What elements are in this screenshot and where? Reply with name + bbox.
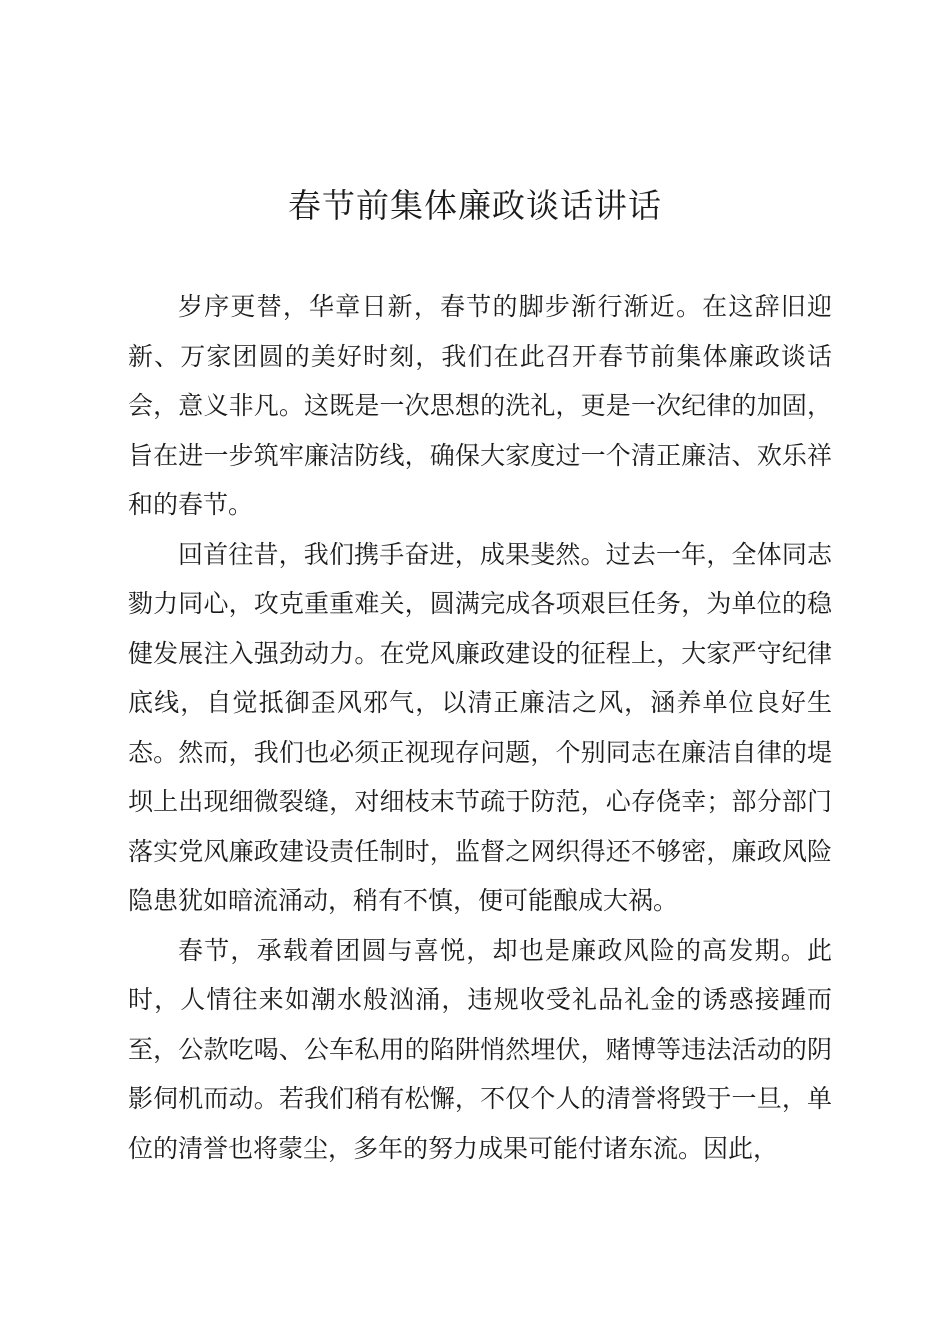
document-title: 春节前集体廉政谈话讲话: [288, 186, 662, 225]
document-body: [128, 282, 832, 1173]
paragraph-3: 春节，承载着团圆与喜悦，却也是廉政风险的高发期。此时，人情往来如潮水般汹涌，违规收受礼品礼金的诱惑接踵而至，公款吃喝、公车私用的陷阱悄然埋伏，赌博等违法活动的阴影伺机而动。若我们稍有松懈，不仅个人的清誉将毁于一旦，单位的清誉也将蒙尘，多年的努力成果可能付诸东流。因此，: [128, 935, 832, 1163]
paragraph-2: 回首往昔，我们携手奋进，成果斐然。过去一年，全体同志勠力同心，攻克重重难关，圆满完成各项艰巨任务，为单位的稳健发展注入强劲动力。在党风廉政建设的征程上，大家严守纪律底线，自觉抵御歪风邪气，以清正廉洁之风，涵养单位良好生态。然而，我们也必须正视现存问题，个别同志在廉洁自律的堤坝上出现细微裂缝，对细枝末节疏于防范，心存侥幸；部分部门落实党风廉政建设责任制时，监督之网织得还不够密，廉政风险隐患犹如暗流涌动，稍有不慎，便可能酿成大祸。: [128, 539, 832, 915]
paragraph-1: 岁序更替，华章日新，春节的脚步渐行渐近。在这辞旧迎新、万家团圆的美好时刻，我们在此召开春节前集体廉政谈话会，意义非凡。这既是一次思想的洗礼，更是一次纪律的加固，旨在进一步筑牢廉洁防线，确保大家度过一个清正廉洁、欢乐祥和的春节。: [128, 292, 832, 519]
